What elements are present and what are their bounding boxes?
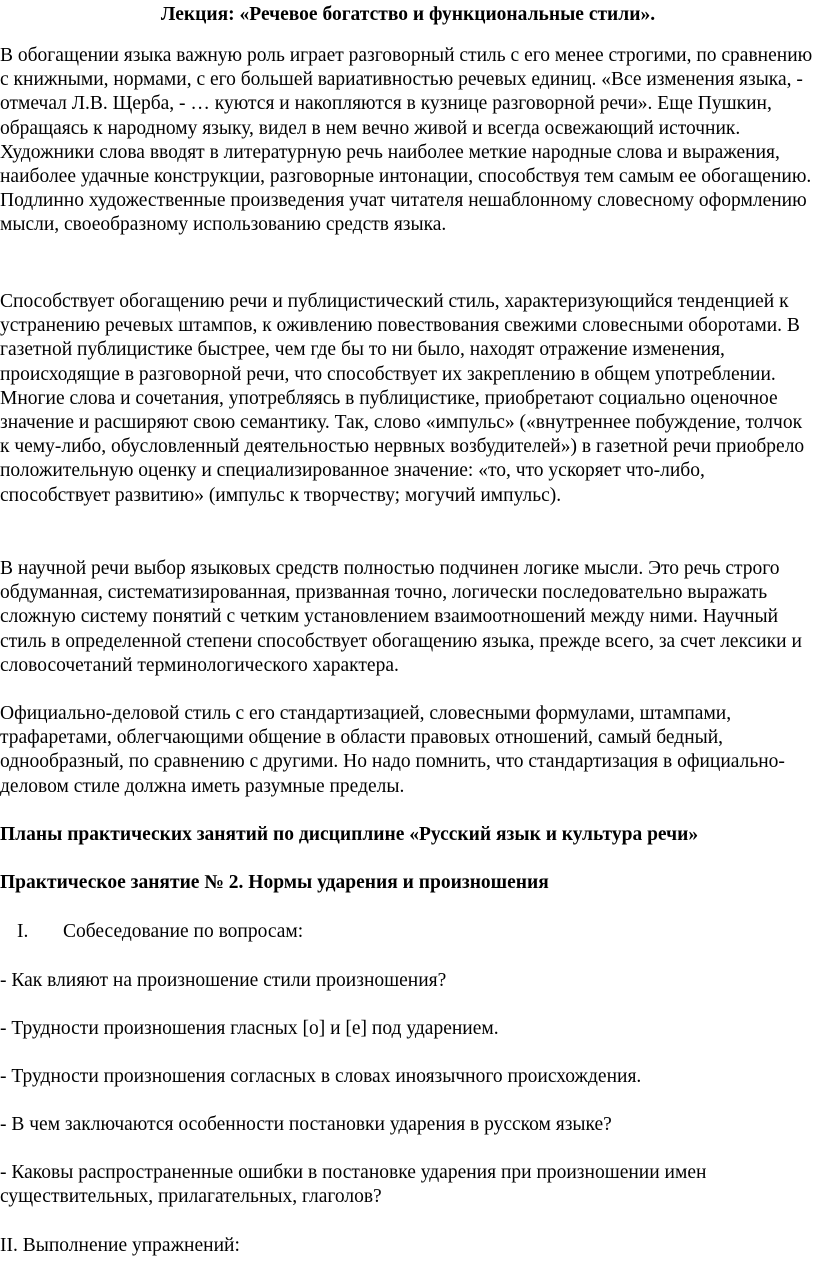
question-item: - Трудности произношения гласных [о] и [е] под ударением. (0, 1018, 499, 1039)
paragraph-publicistic-style: Способствует обогащению речи и публицистический стиль, характеризующийся тенденцией к устранению речевых штампов, к оживлению повествования свежими словесными оборотами. В газетной публицистике быстрее, чем где бы то ни было, находят отражение изменения, происходящие в разговорной речи, что способствует их закреплению в общем употреблении. Многие слова и сочетания, употребляясь в публицистике, приобретают социально оценочное значение и расширяют свою семантику. Так, слово «импульс» («внутреннее побуждение, толчок к чему-либо, обусловленный деятельностью нервных возбудителей») в газетной речи приобрело положительную оценку и специализированное значение: «то, что ускоряет что-либо, способствует развитию» (импульс к творчеству; могучий импульс). (0, 291, 805, 506)
section-two-heading: II. Выполнение упражнений: (0, 1235, 240, 1256)
paragraph-official-style: Официально-деловой стиль с его стандартизацией, словесными формулами, штампами, трафаретами, облегчающими общение в области правовых отношений, самый бедный, однообразный, по сравнению с другими. Но надо помнить, что стандартизация в официально-деловом стиле должна иметь разумные пределы. (0, 703, 785, 797)
plans-heading: Планы практических занятий по дисциплине «Русский язык и культура речи» (0, 824, 699, 845)
question-item: - Каковы распространенные ошибки в постановке ударения при произношении имен существительных, прилагательных, глаголов? (0, 1162, 707, 1208)
paragraph-colloquial-style: В обогащении языка важную роль играет разговорный стиль с его менее строгими, по сравнению с книжными, нормами, с его большей вариативностью речевых единиц. «Все изменения языка, - отмечал Л.В. Щерба, - … куются и накопляются в кузнице разговорной речи». Еще Пушкин, обращаясь к народному языку, видел в нем вечно живой и всегда освежающий источник. Художники слова вводят в литературную речь наиболее меткие народные слова и выражения, наиболее удачные конструкции, разговорные интонации, способствуя тем самым ее обогащению. Подлинно художественные произведения учат читателя нешаблонному словесному оформлению мысли, своеобразному использованию средств языка. (0, 45, 813, 236)
lecture-title: Лекция: «Речевое богатство и функциональные стили». (160, 4, 656, 25)
section-one-label: Собеседование по вопросам: (63, 921, 304, 942)
paragraph-scientific-style: В научной речи выбор языковых средств полностью подчинен логике мысли. Это речь строго обдуманная, систематизированная, призванная точно, логически последовательно выражать сложную систему понятий с четким установлением взаимоотношений между ними. Научный стиль в определенной степени способствует обогащению языка, прежде всего, за счет лексики и словосочетаний терминологического характера. (0, 558, 802, 676)
question-item: - Трудности произношения согласных в словах иноязычного происхождения. (0, 1066, 642, 1087)
lesson-heading: Практическое занятие № 2. Нормы ударения и произношения (0, 872, 549, 893)
section-one-number: I. (17, 921, 29, 942)
question-item: - В чем заключаются особенности постановки ударения в русском языке? (0, 1114, 612, 1135)
question-item: - Как влияют на произношение стили произношения? (0, 970, 447, 991)
section-one-item (0, 920, 814, 945)
